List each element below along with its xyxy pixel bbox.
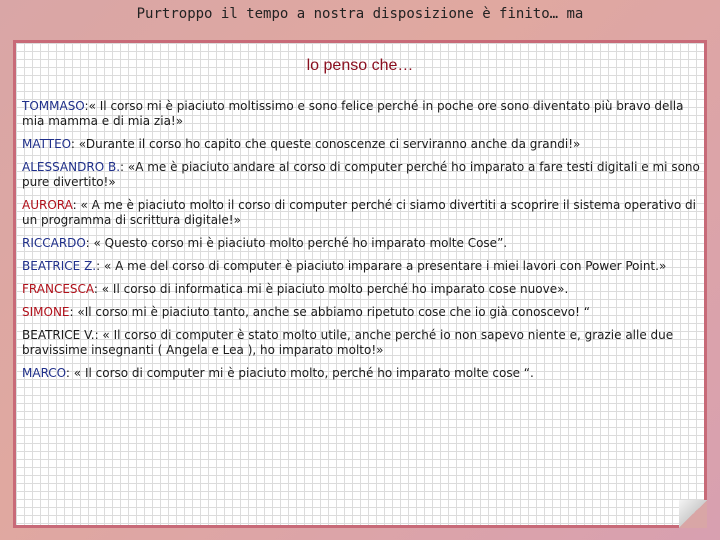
- testimonial-alessandro: [22, 160, 702, 190]
- card-title: lo penso che…: [306, 57, 414, 74]
- testimonial-text: « Il corso mi è piaciuto moltissimo e sono felice perché in poche ore sono diventato più bravo della mia mamma e di mia zia!»: [22, 99, 684, 128]
- testimonial-text: « Questo corso mi è piaciuto molto perché ho imparato molte Cose”.: [93, 236, 508, 250]
- separator: :: [72, 198, 81, 212]
- testimonial-aurora: [22, 198, 702, 228]
- testimonial-matteo: [22, 137, 702, 152]
- testimonial-tommaso: [22, 99, 702, 129]
- separator: :: [94, 328, 103, 342]
- student-name: MATTEO: [22, 137, 71, 151]
- separator: :: [70, 137, 79, 151]
- student-name: RICCARDO: [22, 236, 86, 250]
- student-name: MARCO: [22, 366, 66, 380]
- separator: :: [65, 366, 74, 380]
- student-name: ALESSANDRO B.: [22, 160, 121, 174]
- student-name: FRANCESCA: [22, 282, 94, 296]
- testimonial-text: «Durante il corso ho capito che queste conoscenze ci serviranno anche da grandi!»: [78, 137, 581, 151]
- testimonial-text: « Il corso di computer è stato molto utile, anche perché io non sapevo niente e, grazie alle due bravissime insegnanti ( Angela e Lea ), ho imparato molto!»: [22, 328, 674, 357]
- testimonial-text: «Il corso mi è piaciuto tanto, anche se abbiamo ripetuto cose che io già conoscevo! “: [77, 305, 590, 319]
- testimonial-beatrice-v: [22, 328, 702, 358]
- testimonial-text: « A me del corso di computer è piaciuto imparare a presentare i miei lavori con Power Point.»: [103, 259, 667, 273]
- testimonial-text: « Il corso di computer mi è piaciuto molto, perché ho imparato molte cose “.: [73, 366, 534, 380]
- testimonial-riccardo: [22, 236, 702, 251]
- testimonial-marco: [22, 366, 702, 381]
- separator: :: [69, 305, 78, 319]
- testimonial-francesca: [22, 282, 702, 297]
- testimonial-simone: [22, 305, 702, 320]
- testimonial-text: « Il corso di informatica mi è piaciuto molto perché ho imparato cose nuove».: [101, 282, 569, 296]
- student-name: SIMONE: [22, 305, 70, 319]
- student-name: TOMMASO: [22, 99, 85, 113]
- separator: :: [120, 160, 128, 174]
- testimonial-text: «A me è piaciuto andare al corso di computer perché ho imparato a fare testi digitali e mi sono pure divertito!»: [22, 160, 700, 189]
- student-name: BEATRICE Z.: [22, 259, 97, 273]
- student-name: BEATRICE V.: [22, 328, 95, 342]
- testimonials-card: [13, 40, 707, 528]
- student-name: AURORA: [22, 198, 73, 212]
- testimonial-beatrice-z: [22, 259, 702, 274]
- slide-title: Purtroppo il tempo a nostra disposizione è finito… ma: [136, 6, 584, 22]
- separator: :: [85, 236, 94, 250]
- testimonials-list: [22, 99, 702, 389]
- separator: :: [84, 99, 89, 113]
- separator: :: [93, 282, 102, 296]
- page-curl-corner: [679, 500, 707, 528]
- separator: :: [96, 259, 104, 273]
- testimonial-text: « A me è piaciuto molto il corso di computer perché ci siamo divertiti a scoprire il sistema operativo di un programma di scrittura digitale!»: [22, 198, 697, 227]
